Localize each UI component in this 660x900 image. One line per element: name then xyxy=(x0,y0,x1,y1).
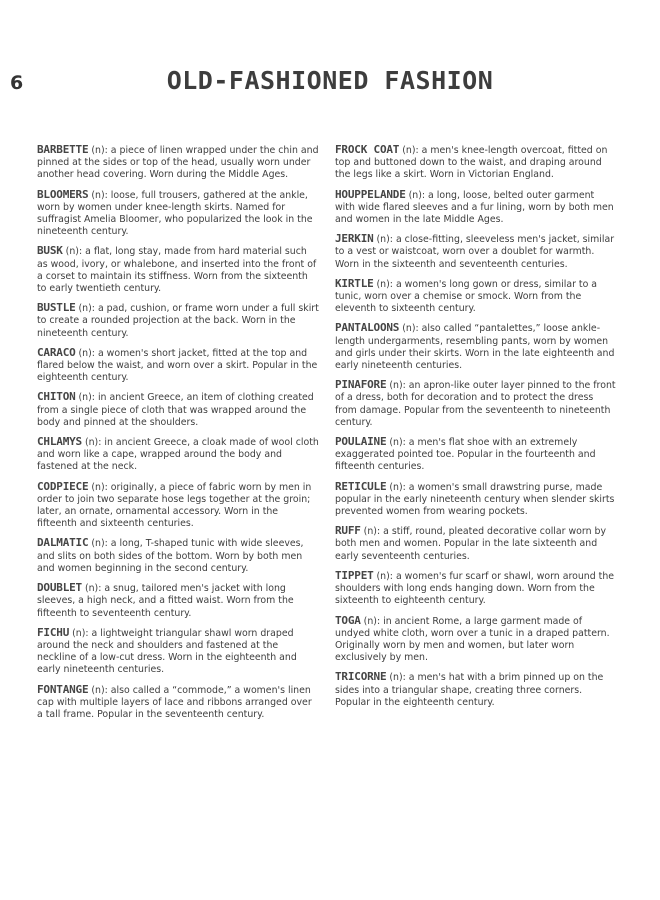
glossary-entry xyxy=(335,525,617,563)
page-number: 6 xyxy=(10,72,24,94)
entry-definition: a long, T-shaped tunic with wide sleeves, and slits on both sides of the bottom. Worn by both men and women beginning in the second century. xyxy=(37,538,304,574)
entry-definition: a pad, cushion, or frame worn under a full skirt to create a rounded projection at the back. Worn in the nineteenth century. xyxy=(37,303,319,339)
entry-part-of-speech: (n): xyxy=(373,570,396,582)
entry-definition: a women's short jacket, fitted at the top and flared below the waist, and worn over a skirt. Popular in the eighteenth century. xyxy=(37,347,318,384)
entry-term: TRICORNE xyxy=(335,670,387,684)
entry-part-of-speech: (n): xyxy=(386,437,409,449)
entry-term: BUSK xyxy=(37,244,63,258)
glossary-entry xyxy=(37,582,319,620)
entry-part-of-speech: (n): xyxy=(373,278,396,290)
glossary-entry xyxy=(37,391,319,429)
glossary-entry xyxy=(335,278,617,316)
entry-definition: an apron-like outer layer pinned to the front of a dress, both for decoration and to protect the dress from damage. Popular from the seventeenth to nineteenth century. xyxy=(335,380,616,428)
glossary-entry xyxy=(335,436,617,474)
entry-part-of-speech: (n): xyxy=(75,303,98,315)
entry-part-of-speech: (n): xyxy=(88,145,111,156)
entry-term: RUFF xyxy=(335,524,361,538)
entry-definition: in ancient Greece, a cloak made of wool cloth and worn like a cape, wrapped around the body and fastened at the neck. xyxy=(37,437,319,473)
entry-part-of-speech: (n): xyxy=(88,684,111,696)
glossary-entry xyxy=(335,570,617,608)
glossary-entry xyxy=(37,245,319,295)
entry-term: DOUBLET xyxy=(37,581,82,595)
glossary-entry xyxy=(37,302,319,340)
glossary-entry xyxy=(37,684,319,722)
entry-definition: a long, loose, belted outer garment with wide flared sleeves and a fur lining, worn by both men and women in the late Middle Ages. xyxy=(335,189,614,226)
entry-definition: a men's knee-length overcoat, fitted on top and buttoned down to the waist, and draping around the legs like a skirt. Worn in Victorian England. xyxy=(335,145,608,181)
glossary-entry xyxy=(335,671,617,709)
glossary-entry xyxy=(37,436,319,474)
glossary-entry xyxy=(335,481,617,519)
entry-term: TIPPET xyxy=(335,568,374,582)
glossary-entry xyxy=(37,347,319,385)
entry-definition: a stiff, round, pleated decorative collar worn by both men and women. Popular in the late sixteenth and early seventeenth centuries. xyxy=(335,526,607,562)
entry-part-of-speech: (n): xyxy=(69,627,92,639)
glossary-entry xyxy=(335,144,617,182)
glossary-entry xyxy=(37,481,319,531)
entry-term: FICHU xyxy=(37,625,70,639)
entry-part-of-speech: (n): xyxy=(386,481,409,493)
entry-part-of-speech: (n): xyxy=(88,481,111,493)
entry-term: JERKIN xyxy=(335,232,374,246)
entry-definition: in ancient Greece, an item of clothing created from a single piece of cloth that was wrapped around the body and pinned at the shoulders. xyxy=(37,392,314,428)
entry-term: TOGA xyxy=(335,613,361,627)
glossary-entry xyxy=(37,537,319,575)
entry-definition: also called a “commode,” a women's linen cap with multiple layers of lace and ribbons arranged over a tall frame. Popular in the seventeenth century. xyxy=(37,684,312,720)
entry-part-of-speech: (n): xyxy=(360,526,384,538)
glossary-entry xyxy=(37,144,319,182)
entry-term: CHITON xyxy=(37,390,76,404)
entry-definition: a flat, long stay, made from hard material such as wood, ivory, or whalebone, and inserted into the front of a corset to maintain its stiffness. Worn from the sixteenth to early twentieth century. xyxy=(37,246,317,295)
entry-term: BARBETTE xyxy=(37,143,89,156)
entry-term: FROCK COAT xyxy=(335,143,400,156)
entry-part-of-speech: (n): xyxy=(399,145,422,156)
entry-part-of-speech: (n): xyxy=(81,437,105,449)
entry-part-of-speech: (n): xyxy=(405,189,429,201)
entry-term: PANTALOONS xyxy=(335,321,400,335)
entry-term: BLOOMERS xyxy=(37,187,89,201)
entry-term: FONTANGE xyxy=(37,682,89,696)
entry-part-of-speech: (n): xyxy=(386,672,409,684)
glossary-entry xyxy=(335,322,617,372)
glossary-entry xyxy=(335,379,617,429)
entry-definition: a lightweight triangular shawl worn draped around the neck and shoulders and fastened at the neckline of a low-cut dress. Worn in the eighteenth and early nineteenth centuries. xyxy=(37,627,297,676)
entry-term: CHLAMYS xyxy=(37,435,82,449)
glossary-entry xyxy=(335,233,617,271)
entry-part-of-speech: (n): xyxy=(360,615,384,627)
entry-term: CODPIECE xyxy=(37,479,89,493)
entry-term: CARACO xyxy=(37,345,76,359)
glossary-entry xyxy=(335,615,617,665)
entry-definition: a women's long gown or dress, similar to a tunic, worn over a chemise or smock. Worn from the eleventh to sixteenth century. xyxy=(335,278,598,315)
glossary-entry xyxy=(335,189,617,227)
entry-part-of-speech: (n): xyxy=(75,392,98,404)
entry-definition: a close-fitting, sleeveless men's jacket, similar to a vest or waistcoat, worn over a doublet for warmth. Worn in the sixteenth and seventeenth centuries. xyxy=(335,234,615,270)
entry-term: POULAINE xyxy=(335,435,387,449)
left-column xyxy=(37,144,319,728)
entry-term: RETICULE xyxy=(335,479,387,493)
entry-definition: a men's hat with a brim pinned up on the sides into a triangular shape, creating three corners. Popular in the eighteenth century. xyxy=(335,672,604,708)
entry-part-of-speech: (n): xyxy=(62,246,86,258)
entry-part-of-speech: (n): xyxy=(386,380,409,392)
entry-definition: a snug, tailored men's jacket with long sleeves, a high neck, and a fitted waist. Worn from the fifteenth to seventeenth century. xyxy=(37,583,294,619)
entry-term: DALMATIC xyxy=(37,536,89,550)
entry-definition: a piece of linen wrapped under the chin and pinned at the sides or top of the head, usually worn under another head covering. Worn during the Middle Ages. xyxy=(37,145,319,181)
entry-definition: a women's small drawstring purse, made popular in the early nineteenth century when slender skirts prevented women from wearing pockets. xyxy=(335,481,615,518)
entry-term: KIRTLE xyxy=(335,276,374,290)
entry-part-of-speech: (n): xyxy=(399,323,422,335)
page-title: OLD-FASHIONED FASHION xyxy=(166,66,494,95)
glossary-entry xyxy=(37,189,319,239)
entry-definition: a men's flat shoe with an extremely exaggerated pointed toe. Popular in the fourteenth and fifteenth centuries. xyxy=(335,437,596,473)
entry-term: BUSTLE xyxy=(37,301,76,315)
entry-definition: loose, full trousers, gathered at the ankle, worn by women under knee-length skirts. Named for suffragist Amelia Bloomer, who popularized the look in the nineteenth century. xyxy=(37,189,313,238)
right-column xyxy=(335,144,617,716)
entry-term: PINAFORE xyxy=(335,378,387,392)
entry-part-of-speech: (n): xyxy=(88,189,111,201)
entry-definition: also called “pantalettes,” loose ankle-length undergarments, resembling pants, worn by women and girls under their skirts. Worn in the late eighteenth and early nineteenth centuries. xyxy=(335,323,615,372)
entry-part-of-speech: (n): xyxy=(75,347,98,359)
entry-part-of-speech: (n): xyxy=(373,234,396,246)
entry-definition: originally, a piece of fabric worn by men in order to join two separate hose legs together at the groin; later, an ornate, ornamental accessory. Worn in the fifteenth and sixteenth centuries. xyxy=(37,481,312,530)
glossary-entry xyxy=(37,627,319,677)
entry-part-of-speech: (n): xyxy=(88,538,111,550)
entry-definition: a women's fur scarf or shawl, worn around the shoulders with long ends hanging down. Worn from the sixteenth to eighteenth century. xyxy=(335,570,615,607)
entry-definition: in ancient Rome, a large garment made of undyed white cloth, worn over a tunic in a draped pattern. Originally worn by men and women, but later worn exclusively by men. xyxy=(335,615,610,664)
entry-term: HOUPPELANDE xyxy=(335,187,406,201)
entry-part-of-speech: (n): xyxy=(81,583,105,595)
